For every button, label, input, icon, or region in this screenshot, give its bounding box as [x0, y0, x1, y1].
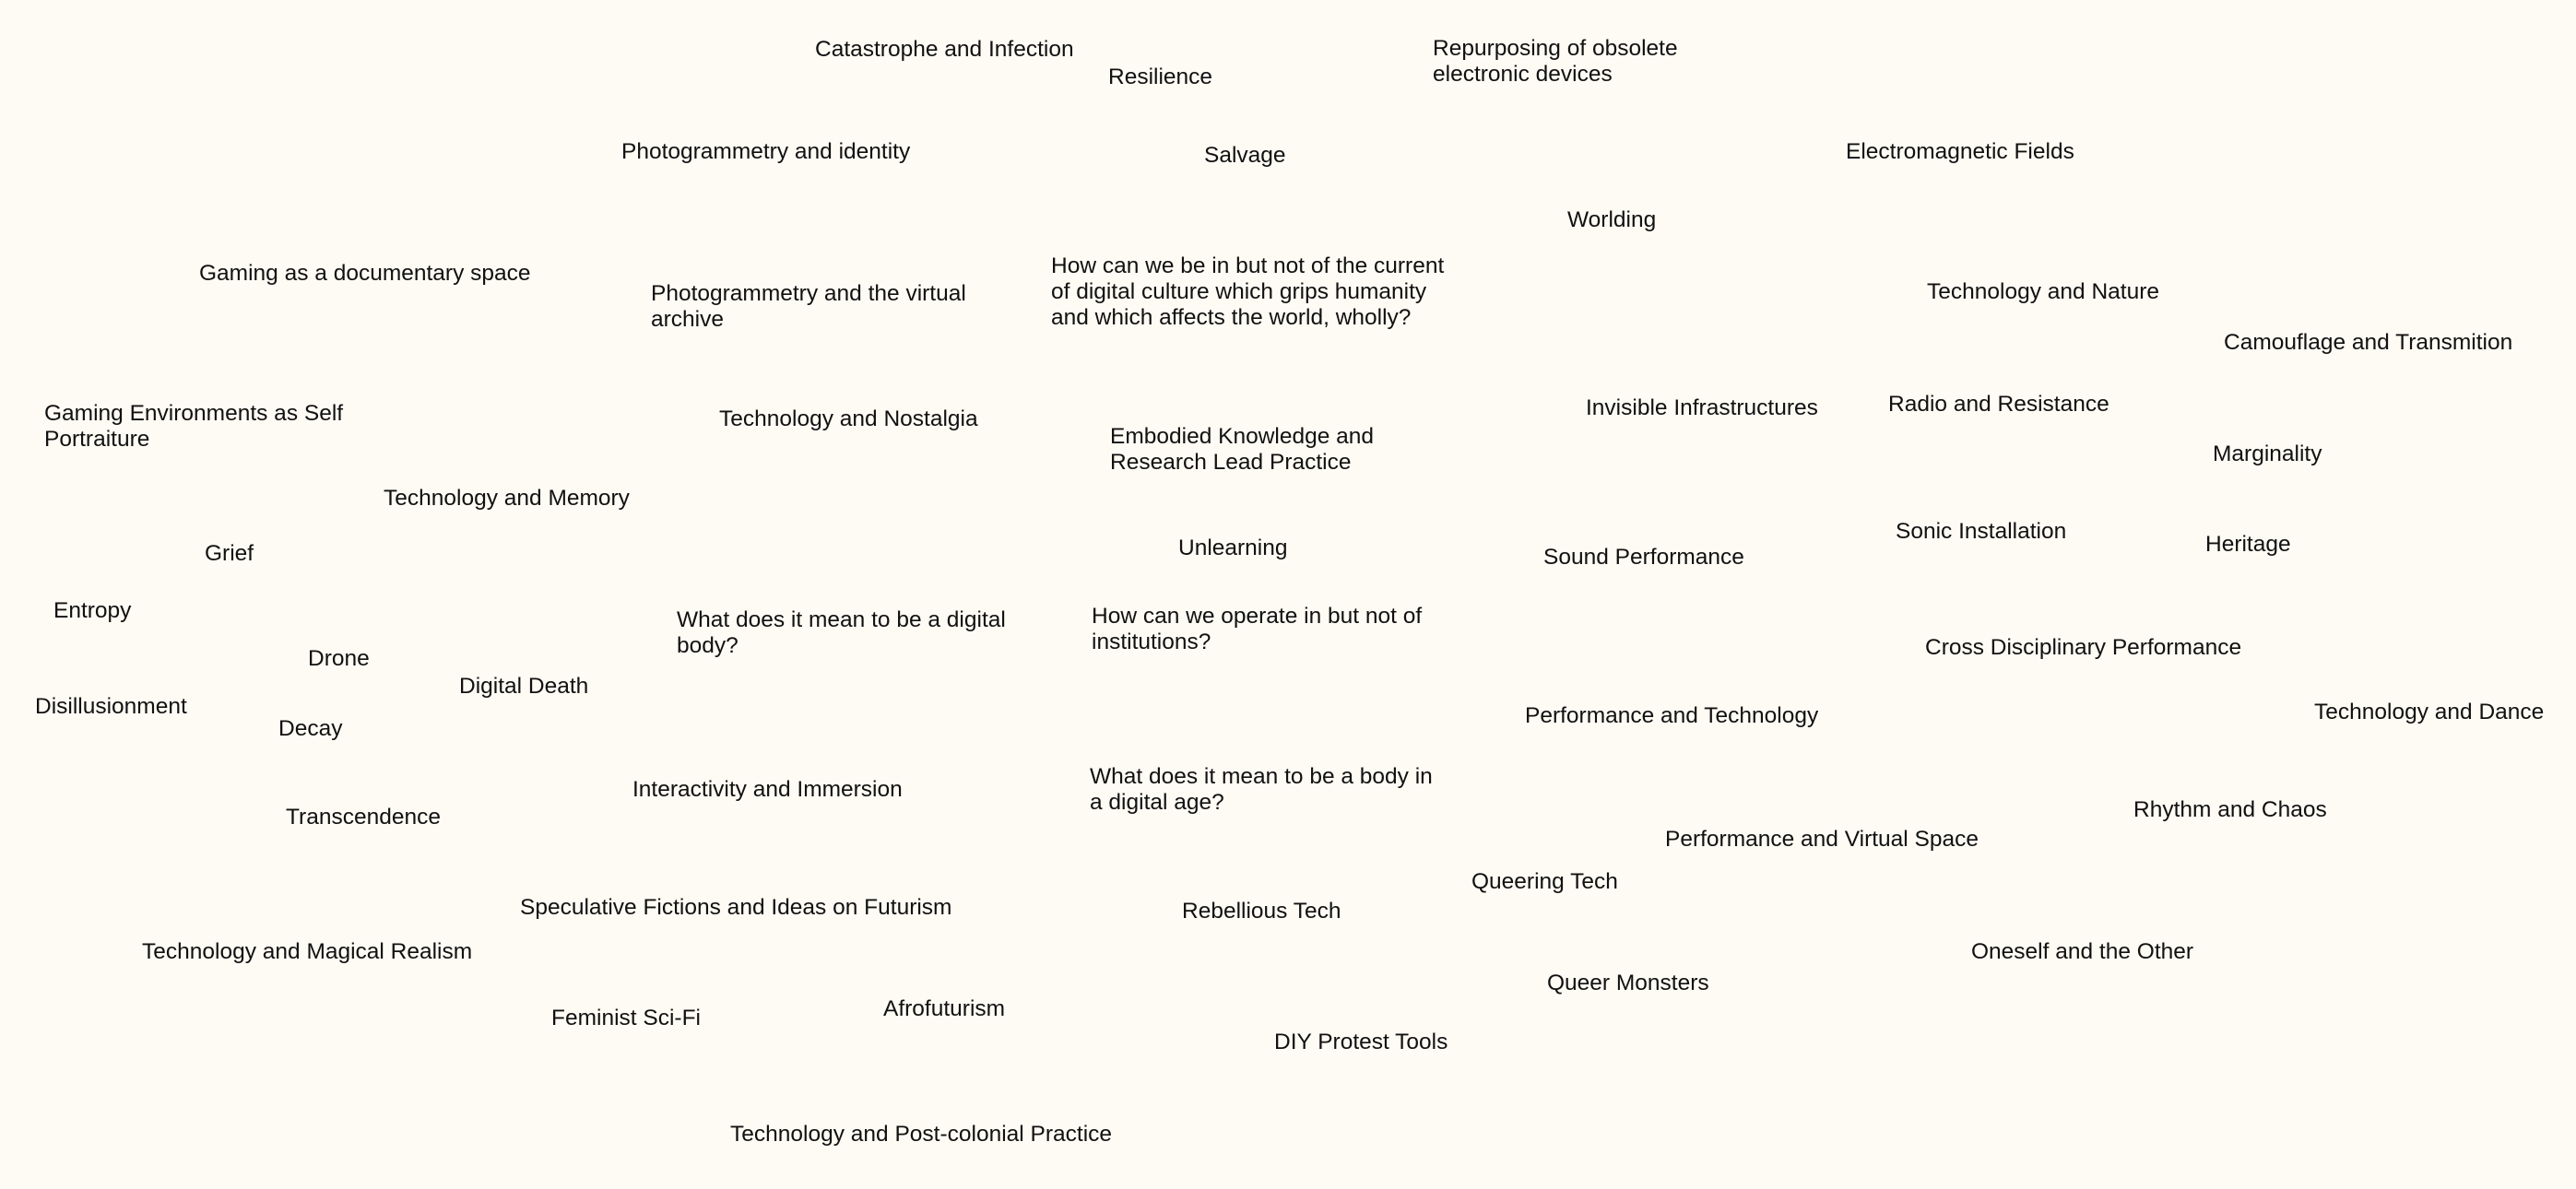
- topic-rebellious-tech: Rebellious Tech: [1182, 899, 1341, 924]
- topic-photogrammetry-virtual-archive: Photogrammetry and the virtual archive: [651, 281, 966, 332]
- topic-queer-monsters: Queer Monsters: [1547, 971, 1709, 995]
- topic-rhythm-and-chaos: Rhythm and Chaos: [2133, 797, 2327, 822]
- topic-diy-protest-tools: DIY Protest Tools: [1274, 1030, 1448, 1054]
- topic-feminist-sci-fi: Feminist Sci-Fi: [551, 1006, 701, 1030]
- topic-cross-disciplinary-performance: Cross Disciplinary Performance: [1925, 635, 2242, 660]
- topic-gaming-documentary-space: Gaming as a documentary space: [199, 261, 531, 286]
- topic-electromagnetic-fields: Electromagnetic Fields: [1846, 139, 2074, 164]
- topic-question-institutions: How can we operate in but not of institutions?: [1092, 604, 1423, 654]
- topic-speculative-fictions: Speculative Fictions and Ideas on Futurism: [520, 895, 952, 920]
- topic-radio-and-resistance: Radio and Resistance: [1888, 392, 2109, 417]
- topic-resilience: Resilience: [1108, 65, 1213, 89]
- topic-technology-and-dance: Technology and Dance: [2314, 700, 2545, 724]
- topic-oneself-and-the-other: Oneself and the Other: [1971, 939, 2194, 964]
- topic-embodied-knowledge: Embodied Knowledge and Research Lead Practice: [1110, 424, 1375, 475]
- topic-entropy: Entropy: [53, 598, 132, 623]
- topic-interactivity-and-immersion: Interactivity and Immersion: [632, 777, 903, 802]
- topic-question-digital-culture: How can we be in but not of the current of digital culture which grips humanity and which affects the world, wholly?: [1051, 253, 1445, 330]
- topic-sonic-installation: Sonic Installation: [1896, 519, 2067, 544]
- topic-grief: Grief: [205, 541, 254, 566]
- topic-invisible-infrastructures: Invisible Infrastructures: [1586, 395, 1818, 420]
- topic-disillusionment: Disillusionment: [35, 694, 187, 719]
- topic-heritage: Heritage: [2205, 532, 2291, 557]
- topic-sound-performance: Sound Performance: [1543, 545, 1744, 570]
- topic-catastrophe-and-infection: Catastrophe and Infection: [815, 37, 1074, 62]
- topic-worlding: Worlding: [1567, 207, 1657, 232]
- topic-gaming-self-portraiture: Gaming Environments as Self Portraiture: [44, 401, 344, 452]
- topic-technology-and-nostalgia: Technology and Nostalgia: [719, 406, 978, 431]
- topic-repurposing-obsolete-devices: Repurposing of obsolete electronic devices: [1433, 36, 1678, 87]
- topic-marginality: Marginality: [2213, 441, 2322, 466]
- topic-unlearning: Unlearning: [1178, 536, 1288, 560]
- topic-performance-and-technology: Performance and Technology: [1525, 703, 1819, 728]
- topic-transcendence: Transcendence: [286, 805, 441, 830]
- topic-technology-and-memory: Technology and Memory: [384, 486, 630, 511]
- topic-technology-and-nature: Technology and Nature: [1927, 279, 2159, 304]
- topic-technology-post-colonial: Technology and Post-colonial Practice: [730, 1122, 1113, 1147]
- topic-question-digital-body: What does it mean to be a digital body?: [677, 607, 1006, 658]
- topic-digital-death: Digital Death: [459, 674, 589, 699]
- topic-question-body-digital-age: What does it mean to be a body in a digital age?: [1090, 764, 1433, 815]
- topic-performance-virtual-space: Performance and Virtual Space: [1665, 827, 1979, 852]
- topic-drone: Drone: [308, 646, 370, 671]
- topic-queering-tech: Queering Tech: [1471, 869, 1618, 894]
- topic-decay: Decay: [278, 716, 343, 741]
- topic-photogrammetry-and-identity: Photogrammetry and identity: [621, 139, 911, 164]
- topic-afrofuturism: Afrofuturism: [883, 996, 1006, 1021]
- topic-technology-magical-realism: Technology and Magical Realism: [142, 939, 473, 964]
- topic-camouflage-and-transmition: Camouflage and Transmition: [2224, 330, 2513, 355]
- topic-salvage: Salvage: [1204, 143, 1286, 168]
